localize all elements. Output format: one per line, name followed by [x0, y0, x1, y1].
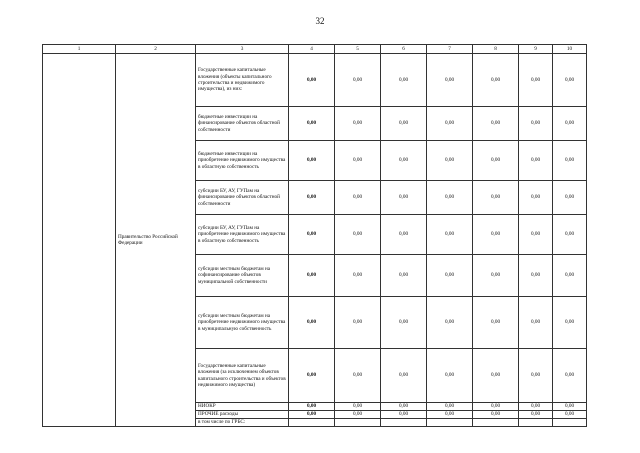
value-cell: 0,00: [553, 349, 587, 403]
value-cell: 0,00: [427, 349, 473, 403]
table-row: [43, 54, 587, 107]
value-cell: 0,00: [289, 403, 335, 411]
row-name: Государственные капитальные вложения (за исключением объектов капитального строительства и объектов недвижимого имущества): [196, 349, 289, 403]
value-cell: 0,00: [553, 411, 587, 419]
row-name: Государственные капитальные вложения (объекты капитального строительства и недвижимого имущества), из них:: [196, 54, 289, 107]
value-cell: 0,00: [473, 54, 519, 107]
value-cell: 0,00: [519, 181, 553, 215]
value-cell: 0,00: [427, 255, 473, 297]
column-header: 3: [196, 45, 289, 54]
value-cell: 0,00: [335, 349, 381, 403]
row-name: субсидии местным бюджетам на софинансирование объектов муниципальной собственности: [196, 255, 289, 297]
column-header: 10: [553, 45, 587, 54]
value-cell: 0,00: [427, 181, 473, 215]
value-cell: 0,00: [381, 403, 427, 411]
value-cell: 0,00: [381, 297, 427, 349]
value-cell: 0,00: [335, 54, 381, 107]
value-cell: 0,00: [381, 54, 427, 107]
row-name: субсидии БУ, АУ, ГУПам на приобретение недвижимого имущества в областную собственность: [196, 215, 289, 255]
value-cell: 0,00: [473, 215, 519, 255]
value-cell: 0,00: [553, 141, 587, 181]
value-cell: 0,00: [473, 255, 519, 297]
column-header: 8: [473, 45, 519, 54]
value-cell: 0,00: [519, 215, 553, 255]
row-name: бюджетные инвестиции на приобретение недвижимого имущества в областную собственность: [196, 141, 289, 181]
organization-cell: Правительство Российской Федерации: [116, 54, 196, 427]
value-cell: 0,00: [427, 107, 473, 141]
column-header: 9: [519, 45, 553, 54]
value-cell: 0,00: [289, 411, 335, 419]
column-header: 4: [289, 45, 335, 54]
value-cell: 0,00: [473, 107, 519, 141]
row-name: ПРОЧИЕ расходы: [196, 411, 289, 419]
value-cell: 0,00: [473, 403, 519, 411]
value-cell: 0,00: [335, 107, 381, 141]
column-header: 6: [381, 45, 427, 54]
column-header: 1: [43, 45, 116, 54]
value-cell: 0,00: [381, 181, 427, 215]
value-cell: 0,00: [427, 54, 473, 107]
value-cell: 0,00: [553, 181, 587, 215]
value-cell: 0,00: [289, 255, 335, 297]
value-cell: 0,00: [289, 297, 335, 349]
value-cell: 0,00: [381, 349, 427, 403]
value-cell: 0,00: [519, 54, 553, 107]
value-cell: 0,00: [381, 411, 427, 419]
row-name: бюджетные инвестиции на финансирование объектов областной собственности: [196, 107, 289, 141]
value-cell: 0,00: [289, 181, 335, 215]
value-cell: 0,00: [289, 107, 335, 141]
value-cell: 0,00: [381, 107, 427, 141]
value-cell: [289, 419, 335, 427]
value-cell: 0,00: [427, 411, 473, 419]
value-cell: [553, 419, 587, 427]
value-cell: 0,00: [473, 181, 519, 215]
column-header: 2: [116, 45, 196, 54]
value-cell: 0,00: [553, 255, 587, 297]
value-cell: 0,00: [519, 349, 553, 403]
value-cell: 0,00: [289, 54, 335, 107]
value-cell: 0,00: [289, 141, 335, 181]
value-cell: 0,00: [519, 255, 553, 297]
value-cell: 0,00: [289, 349, 335, 403]
value-cell: 0,00: [335, 411, 381, 419]
value-cell: 0,00: [335, 403, 381, 411]
value-cell: 0,00: [519, 403, 553, 411]
value-cell: 0,00: [553, 215, 587, 255]
value-cell: 0,00: [381, 255, 427, 297]
blank-cell: [43, 54, 116, 427]
value-cell: 0,00: [381, 141, 427, 181]
value-cell: 0,00: [335, 141, 381, 181]
value-cell: 0,00: [473, 141, 519, 181]
value-cell: 0,00: [427, 141, 473, 181]
value-cell: 0,00: [427, 215, 473, 255]
value-cell: 0,00: [553, 107, 587, 141]
value-cell: 0,00: [519, 141, 553, 181]
value-cell: 0,00: [473, 349, 519, 403]
value-cell: 0,00: [289, 215, 335, 255]
value-cell: 0,00: [335, 297, 381, 349]
value-cell: 0,00: [519, 297, 553, 349]
column-header: 7: [427, 45, 473, 54]
budget-table: [42, 44, 587, 427]
value-cell: 0,00: [335, 181, 381, 215]
value-cell: 0,00: [427, 297, 473, 349]
header-row: [43, 45, 587, 54]
value-cell: 0,00: [519, 411, 553, 419]
row-name: в том числе по ГРБС:: [196, 419, 289, 427]
value-cell: 0,00: [553, 403, 587, 411]
value-cell: [519, 419, 553, 427]
value-cell: 0,00: [335, 255, 381, 297]
value-cell: 0,00: [519, 107, 553, 141]
value-cell: [427, 419, 473, 427]
row-name: субсидии БУ, АУ, ГУПам на финансирование объектов областной собственности: [196, 181, 289, 215]
column-header: 5: [335, 45, 381, 54]
row-name: субсидии местным бюджетам на приобретение недвижимого имущества в муниципальную собственность: [196, 297, 289, 349]
value-cell: [335, 419, 381, 427]
value-cell: [473, 419, 519, 427]
value-cell: [381, 419, 427, 427]
value-cell: 0,00: [473, 297, 519, 349]
value-cell: 0,00: [427, 403, 473, 411]
value-cell: 0,00: [335, 215, 381, 255]
value-cell: 0,00: [553, 297, 587, 349]
row-name: НИОКР: [196, 403, 289, 411]
value-cell: 0,00: [473, 411, 519, 419]
value-cell: 0,00: [381, 215, 427, 255]
value-cell: 0,00: [553, 54, 587, 107]
page-number: 32: [315, 16, 325, 26]
